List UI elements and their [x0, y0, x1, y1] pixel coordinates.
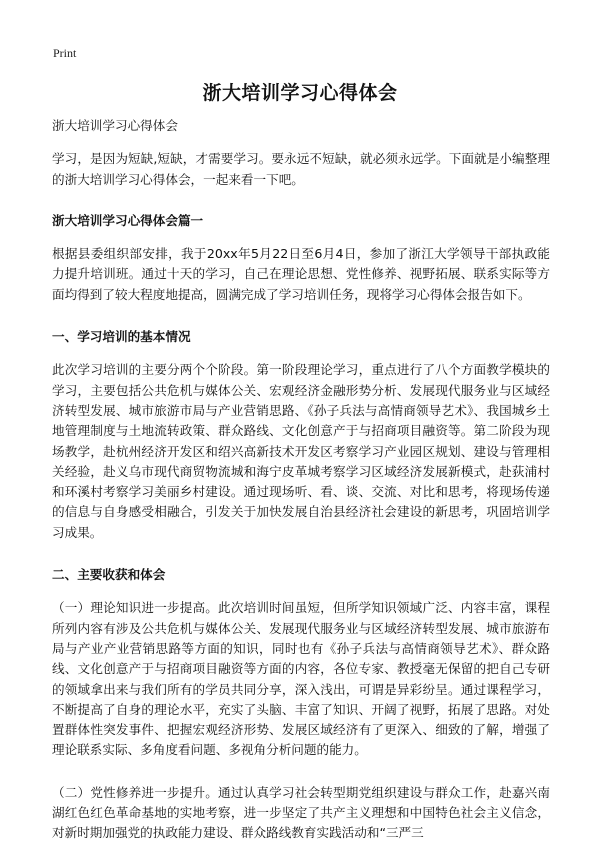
paragraph-3: （一）理论知识进一步提高。此次培训时间虽短，但所学知识领域广泛、内容丰富，课程所列内容有涉及公共危机与媒体公关、发展现代服务业与区域经济转型发展、城市旅游布局与产业产业营销思路等方面的知识，同时也有《孙子兵法与高情商领导艺术》、群众路线、文化创意产于与招商项目融资等方面的内容，各位专家、教授毫无保留的把自己专研的领域拿出来与我们所有的学员共同分享，深入浅出，可谓是异彩纷呈。通过课程学习，不断提高了自身的理论水平，充实了头脑、丰富了知识、开阔了视野，拓展了思路。对处置群体性突发事件、把握宏观经济形势、发展区域经济有了更深入、细致的了解，增强了理论联系实际、多角度看问题、多视角分析问题的能力。 [52, 600, 550, 758]
paragraph-4: （二）党性修养进一步提升。通过认真学习社会转型期党组织建设与群众工作，赴嘉兴南湖红色红色革命基地的实地考察，进一步坚定了共产主义理想和中国特色社会主义信念，对新时期加强党的执政能力建设、群众路线教育实践活动和“三严三 [52, 784, 550, 841]
heading-main-gains: 二、主要收获和体会 [52, 567, 166, 583]
intro-paragraph: 学习，是因为短缺,短缺，才需要学习。要永远不短缺，就必须永远学。下面就是小编整理的浙大培训学习心得体会，一起来看一下吧。 [52, 151, 550, 187]
page-title: 浙大培训学习心得体会 [202, 82, 398, 104]
paragraph-2: 此次学习培训的主要分两个个阶段。第一阶段理论学习，重点进行了八个方面教学模块的学习，主要包括公共危机与媒体公关、宏观经济金融形势分析、发展现代服务业与区域经济转型发展、城市旅游市局与产业营销思路、《孙子兵法与高情商领导艺术》、我国城乡土地管理制度与土地流转政策、群众路线、文化创意产于与招商项目融资等。第二阶段为现场教学，赴杭州经济开发区和绍兴高新技术开发区考察学习产业园区规划、建设与管理相关经验，赴义乌市现代商贸物流城和海宁皮革城考察学习区域经济发展新模式，赴荻浦村和环溪村考察学习美丽乡村建设。通过现场听、看、谈、交流、对比和思考，将现场传递的信息与自身感受相融合，引发关于加快发展自治县经济社会建设的新思考，巩固培训学习成果。 [52, 362, 550, 540]
article-subtitle: 浙大培训学习心得体会 [52, 118, 178, 133]
paragraph-1: 根据县委组织部安排，我于20xx年5月22日至6月4日，参加了浙江大学领导干部执政能力提升培训班。通过十天的学习，自己在理论思想、党性修养、视野拓展、联系实际等方面均得到了较大程度地提高，圆满完成了学习培训任务，现将学习心得体会报告如下。 [52, 246, 550, 302]
section-title: 浙大培训学习心得体会篇一 [52, 212, 204, 228]
print-link[interactable]: Print [53, 46, 77, 60]
article-body [52, 116, 550, 866]
heading-basic-situation: 一、学习培训的基本情况 [52, 329, 191, 345]
